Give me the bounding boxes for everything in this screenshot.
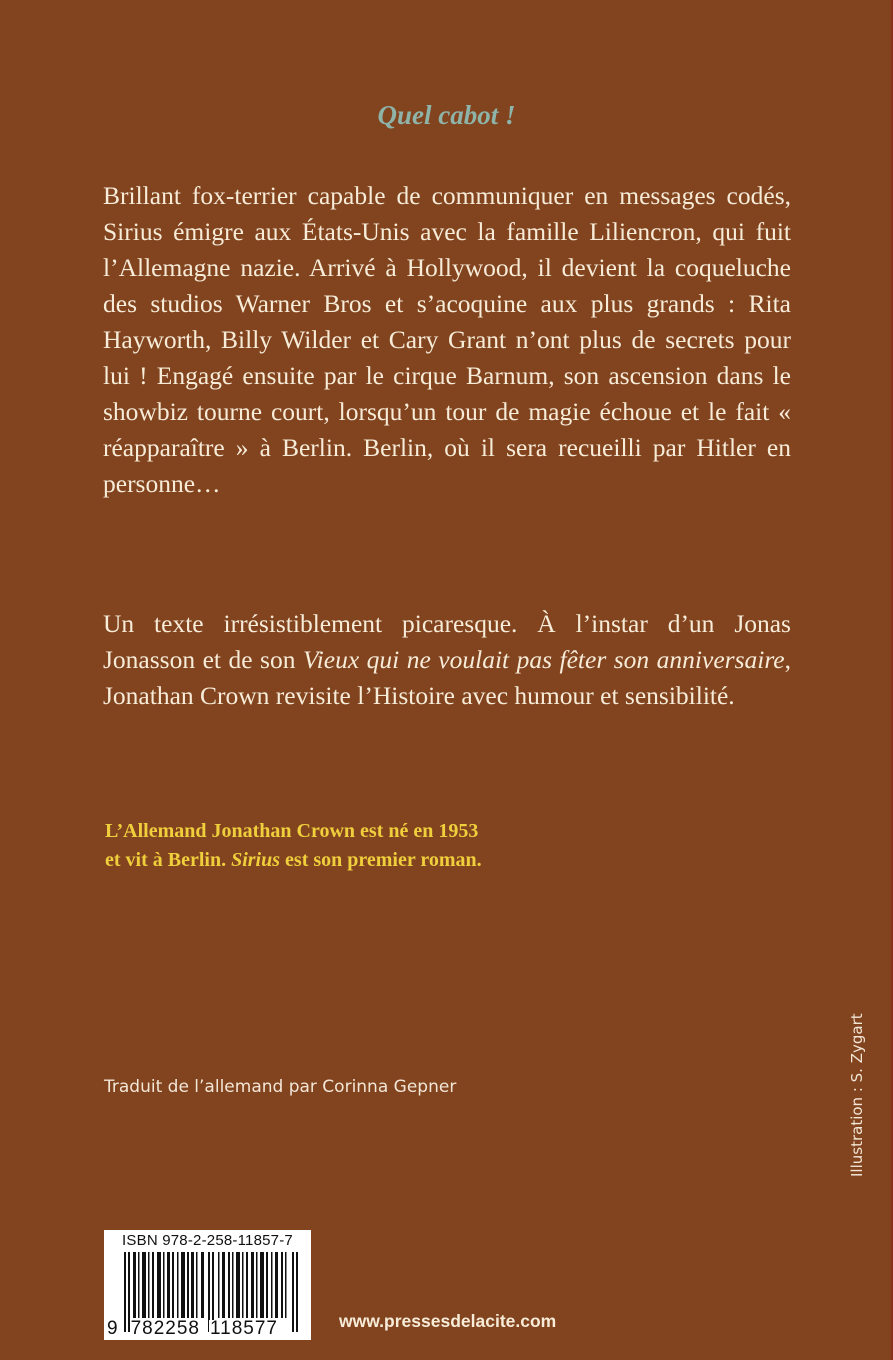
book-title-reference: Vieux qui ne voulait pas fêter son anniversaire — [302, 645, 785, 674]
blurb-paragraph-2 — [103, 606, 791, 714]
isbn-barcode — [104, 1230, 311, 1340]
author-note — [105, 817, 482, 875]
author-note-line-2a: et vit à Berlin. — [105, 849, 232, 871]
isbn-label: ISBN 978-2-258-11857-7 — [122, 1232, 293, 1249]
novel-title: Sirius — [231, 849, 281, 871]
tagline: Quel cabot ! — [377, 100, 516, 130]
ean-first-digit: 9 — [107, 1318, 119, 1339]
translator-credit: Traduit de l’allemand par Corinna Gepner — [104, 1077, 457, 1097]
author-note-line-2b: est son premier roman. — [280, 849, 482, 871]
blurb-paragraph-1: Brillant fox-terrier capable de communiquer en messages codés, Sirius émigre aux États-Unis avec la famille Liliencron, qui fuit l’Allemagne nazie. Arrivé à Hollywood, il devient la coqueluche des studios Warner Bros et s’acoquine aux plus grands : Rita Hayworth, Billy Wilder et Cary Grant n’ont plus de secrets pour lui ! Engagé ensuite par le cirque Barnum, son ascension dans le showbiz tourne court, lorsqu’un tour de magie échoue et le fait « réapparaître » à Berlin. Berlin, où il sera recueilli par Hitler en personne… — [103, 181, 791, 498]
ean-right-group: 118577 — [209, 1318, 278, 1339]
blurb-p2-text-end: , Jonathan Crown revisite l’Histoire avec humour et sensibilité. — [103, 645, 792, 710]
ean-left-group: 782258 — [130, 1318, 200, 1339]
blurb-p2-text: Un texte irrésistiblement picaresque. À l’instar d’un Jonas Jonasson et de son — [103, 609, 791, 674]
ean-digits — [106, 1320, 311, 1338]
author-note-line-1: L’Allemand Jonathan Crown est né en 1953 — [105, 820, 479, 842]
illustration-credit: Illustration : S. Zygart — [848, 1013, 866, 1177]
publisher-website: www.pressesdelacite.com — [339, 1311, 557, 1331]
